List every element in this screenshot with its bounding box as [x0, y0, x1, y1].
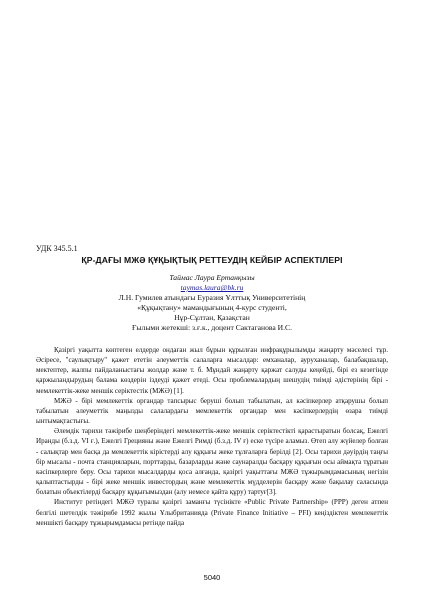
affiliation-program: «Құқықтану» мамандығының 4-курс студенті,: [137, 303, 287, 312]
author-name: Таймас Лаура Ертанқызы: [169, 273, 255, 282]
affiliation-university: Л.Н. Гумилев атындағы Еуразия Ұлттық Университетінің: [118, 293, 306, 302]
udk-code: УДК 345.5.1: [36, 244, 78, 253]
body-paragraph: МЖӘ - бірі мемлекеттік органдар тапсырыс беруші болып табылатын, ал кәсіпкерлер атқарушы болып табылатын әлеуметтік маңызды салалардағы мемлекеттік органдар мен кәсіпкерлердің өзара тиімді ынтымақтастығы.: [36, 396, 388, 426]
body-paragraph: Қазіргі уақытта көптеген елдерде ондаған жыл бұрын құрылған инфрақұрылымды жаңарту мәселесі тұр. Әсіресе, "саулықтыру" қажет ететін әлеуметтік салаларға мысалдар: емханалар, ауруханалар, балабақшалар, мектептер, жалпы пайдаланыстағы жолдар және т. б. Мұндай жаңарту қаржат салуды кеңейді, бірі ез кезегінде қаржыландырудың балама көздерін іздеуді қажет етеді. Осы проблемалардың шешудің тиімді әдістерінің бірі - мемлекеттік-жеке меншік серіктестік (МЖӘ) [1].: [36, 346, 388, 395]
author-email-link[interactable]: taymas.laura@bk.ru: [180, 283, 244, 292]
paper-body: [36, 345, 388, 528]
body-paragraph: Әлемдік тарихи тәжірибе шеңберіндегі мемлекеттік-жеке меншік серіктестікті қарастыратын болсақ, Ежелгі Иранды (б.з.д. VI ғ.), Ежелгі Грецияны және Ежелгі Римді (б.з.д. IV ғ) еске түсіре аламыз. Өтеп алу жүйелер болған - салықтар мен басқа да мемлекеттік кірістерді алу құқығы жеке тұлғаларға берілді [2]. Осы тарихи дәуірдің таңғы бір мысалы - почта станцияларын, порттарды, базарларды және саунаралды басқару құқығын осы аймақта тұратын кәсіпкерлерге беру. Осы тарихи мысалдарды қоса алғанда, қазіргі уақыттағы МЖӘ тұжырымдамасының негізін қалыптастырды - бірі жеке меншік инвестордың және мемлекеттік мүдделерін басқару және бақылау саласында болатын объектілерді басқару құқығымыздан (алу немесе қайта құру) тартуғ[3].: [36, 427, 388, 497]
scientific-advisor: Ғылыми жетекші: з.ғ.к., доцент Сактаганова И.С.: [132, 323, 292, 332]
affiliation-city: Нұр-Сұлтан, Қазақстан: [174, 313, 250, 322]
body-paragraph: Институт ретіндегі МЖӘ туралы қазіргі заманғы түсінікте «Public Private Partnership» (PPP) деген атпен белгілі шетелдік тәжірибе 1992 жылы Ұлыбританияда (Private Finance Initiative – PFI) кеңіздіктен мемлекеттік меншікті басқару тұжырымдамасы ретінде пайда: [36, 498, 388, 527]
paper-title: ҚР-ДАҒЫ МЖӘ ҚҰҚЫҚТЫҚ РЕТТЕУДІҢ КЕЙБІР АСПЕКТІЛЕРІ: [81, 255, 343, 265]
page-number: 5040: [203, 573, 221, 582]
